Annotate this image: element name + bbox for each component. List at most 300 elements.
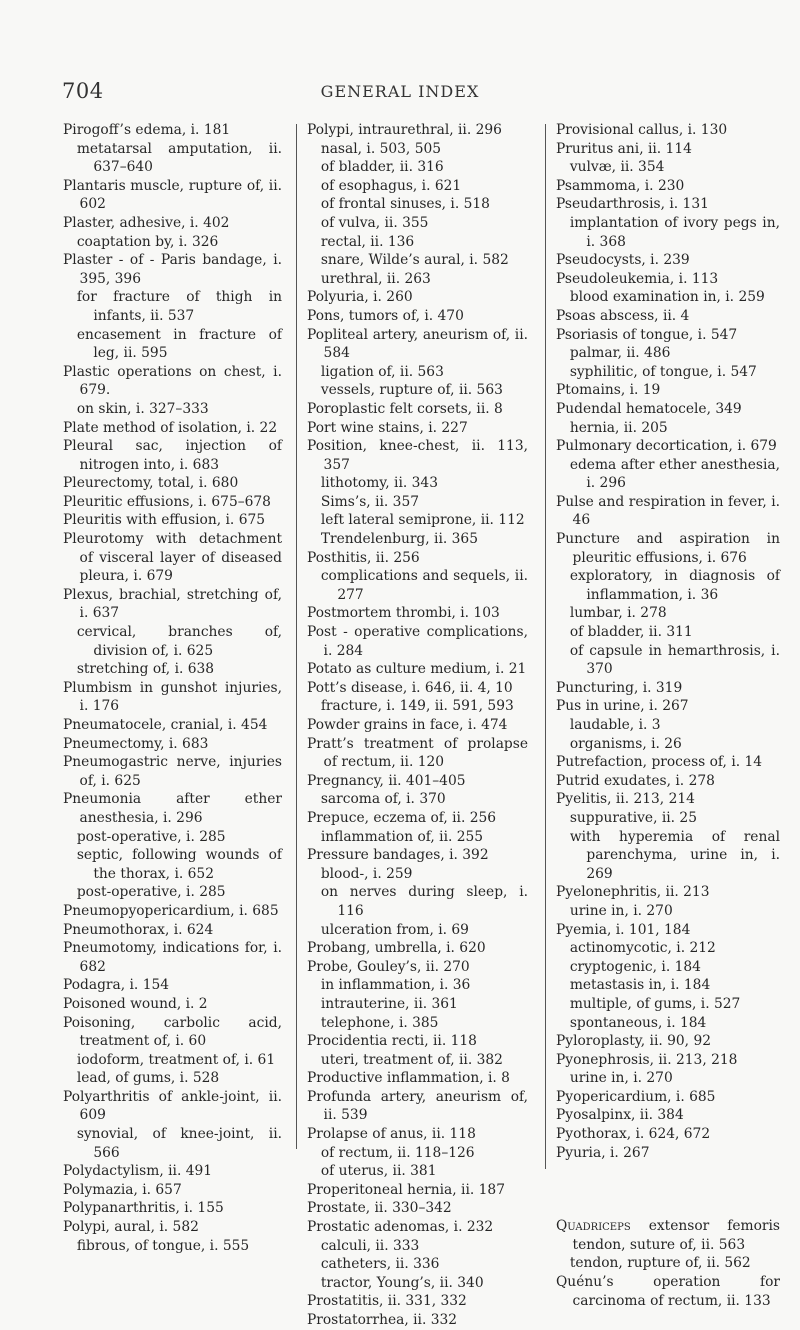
index-entry	[556, 883, 780, 902]
index-entry	[63, 437, 282, 474]
index-entry	[63, 976, 282, 995]
index-column-3	[556, 121, 780, 1310]
index-entry	[556, 307, 780, 326]
index-entry-text: Pressure bandages, i. 392	[307, 847, 489, 864]
index-entry-text: Polypanarthritis, i. 155	[63, 1200, 224, 1217]
index-entry	[63, 586, 282, 623]
index-subentry	[556, 363, 780, 382]
index-subentry	[63, 140, 282, 177]
index-entry-text: blood-, i. 259	[320, 865, 413, 882]
index-entry-lead: Quadriceps	[556, 1218, 631, 1235]
column-rule	[545, 124, 546, 1169]
index-entry-text: Prostatic adenomas, i. 232	[307, 1219, 494, 1236]
index-entry	[63, 939, 282, 976]
index-entry-text: hernia, ii. 205	[569, 419, 668, 436]
index-subentry	[556, 288, 780, 307]
index-subentry	[307, 381, 528, 400]
index-subentry	[307, 865, 528, 884]
index-entry-text: Pruritus ani, ii. 114	[556, 140, 692, 157]
index-column-2	[307, 121, 528, 1330]
index-entry	[307, 400, 528, 419]
index-entry	[307, 660, 528, 679]
index-entry-text: Poroplastic felt corsets, ii. 8	[307, 400, 503, 417]
index-entry	[556, 530, 780, 567]
index-entry	[63, 177, 282, 214]
index-entry	[63, 530, 282, 586]
index-subentry	[307, 995, 528, 1014]
index-entry-text: metastasis in, i. 184	[569, 977, 711, 994]
index-entry-text: Psammoma, i. 230	[556, 177, 685, 194]
index-entry	[307, 1088, 528, 1125]
index-subentry	[556, 958, 780, 977]
index-entry-text: Pott’s disease, i. 646, ii. 4, 10	[307, 679, 513, 696]
index-entry-text: Prostatitis, ii. 331, 332	[307, 1293, 467, 1310]
index-entry-text: Pneumopyopericardium, i. 685	[63, 902, 279, 919]
index-entry-text: of bladder, ii. 311	[569, 624, 693, 641]
index-entry-text: Puncturing, i. 319	[556, 679, 683, 696]
index-entry-text: Probang, umbrella, i. 620	[307, 940, 486, 957]
index-entry-text: Pons, tumors of, i. 470	[307, 307, 464, 324]
index-entry-text: Procidentia recti, ii. 118	[307, 1033, 477, 1050]
index-entry-text: iodoform, treatment of, i. 61	[76, 1051, 276, 1068]
index-entry-text: Pratt’s treatment of prolapse of rectum, ii. 120	[307, 735, 528, 771]
index-entry	[63, 493, 282, 512]
index-entry-text: spontaneous, i. 184	[569, 1014, 707, 1031]
index-entry	[556, 1273, 780, 1310]
index-subentry	[556, 158, 780, 177]
index-entry-text: Pneumotomy, indications for, i. 682	[63, 940, 282, 975]
index-entry-text: exploratory, in diagnosis of inflammation, i. 36	[569, 568, 780, 603]
index-entry-text: Pyloroplasty, ii. 90, 92	[556, 1033, 712, 1050]
index-entry	[63, 1088, 282, 1125]
index-entry-text: Prolapse of anus, ii. 118	[307, 1126, 476, 1143]
index-entry-text: Polypi, intraurethral, ii. 296	[307, 122, 502, 138]
index-entry-text: nasal, i. 503, 505	[320, 140, 442, 157]
index-entry	[556, 400, 780, 419]
index-subentry	[63, 1237, 282, 1256]
index-entry	[556, 140, 780, 159]
index-subentry	[307, 1162, 528, 1181]
index-entry	[63, 1199, 282, 1218]
index-entry-text: Pregnancy, ii. 401–405	[307, 772, 466, 789]
index-subentry	[63, 400, 282, 419]
index-subentry	[556, 828, 780, 884]
index-subentry	[307, 251, 528, 270]
index-entry-text: ligation of, ii. 563	[320, 363, 444, 380]
index-subentry	[63, 660, 282, 679]
index-entry	[307, 1292, 528, 1311]
index-entry	[556, 177, 780, 196]
index-entry	[556, 697, 780, 716]
index-entry	[63, 902, 282, 921]
index-entry-text: Putrid exudates, i. 278	[556, 772, 715, 789]
index-subentry	[307, 474, 528, 493]
index-entry	[307, 1032, 528, 1051]
index-subentry	[556, 456, 780, 493]
index-subentry	[307, 921, 528, 940]
index-entry-text: inflammation of, ii. 255	[320, 828, 484, 845]
index-entry-text: Poisoned wound, i. 2	[63, 995, 208, 1012]
index-entry-text: post-operative, i. 285	[76, 884, 226, 901]
index-entry-text: of uterus, ii. 381	[320, 1163, 437, 1180]
index-entry-text: Puncture and aspiration in pleuritic effusions, i. 676	[556, 531, 780, 566]
index-entry	[307, 1218, 528, 1237]
index-subentry	[556, 623, 780, 642]
index-entry	[556, 1217, 780, 1254]
index-entry-text: Prepuce, eczema of, ii. 256	[307, 809, 497, 826]
index-entry-text: Pneumectomy, i. 683	[63, 735, 209, 752]
index-entry	[63, 753, 282, 790]
index-entry-text: encasement in fracture of leg, ii. 595	[76, 326, 282, 362]
index-subentry	[63, 233, 282, 252]
index-entry	[307, 939, 528, 958]
index-entry-text: Pulse and respiration in fever, i. 46	[556, 493, 780, 529]
index-entry-text: Psoas abscess, ii. 4	[556, 307, 690, 324]
index-entry	[556, 251, 780, 270]
index-entry-text: Pleuritic effusions, i. 675–678	[63, 493, 271, 510]
index-entry	[307, 1199, 528, 1218]
index-entry-text: of frontal sinuses, i. 518	[320, 196, 490, 213]
index-subentry	[556, 214, 780, 251]
index-entry	[63, 1218, 282, 1237]
index-entry-text: calculi, ii. 333	[320, 1237, 420, 1254]
index-entry	[556, 381, 780, 400]
index-subentry	[556, 976, 780, 995]
index-subentry	[556, 344, 780, 363]
index-entry	[307, 809, 528, 828]
index-subentry	[556, 995, 780, 1014]
index-entry	[556, 753, 780, 772]
page-number: 704	[62, 79, 104, 103]
index-subentry	[63, 1069, 282, 1088]
index-entry	[307, 1069, 528, 1088]
index-entry-text: Polymazia, i. 657	[63, 1181, 182, 1198]
index-entry-text: on nerves during sleep, i. 116	[320, 884, 528, 919]
index-subentry	[556, 567, 780, 604]
index-entry-text: Profunda artery, aneurism of, ii. 539	[307, 1088, 528, 1124]
index-entry-text: Polyuria, i. 260	[307, 289, 413, 306]
index-entry-text: ulceration from, i. 69	[320, 921, 469, 938]
index-subentry	[307, 976, 528, 995]
index-entry	[307, 307, 528, 326]
index-entry	[307, 716, 528, 735]
index-entry-text: Posthitis, ii. 256	[307, 549, 420, 566]
index-entry-text: Port wine stains, i. 227	[307, 419, 468, 436]
index-entry-text: tractor, Young’s, ii. 340	[320, 1274, 484, 1291]
index-entry-text: Plumbism in gunshot injuries, i. 176	[63, 679, 282, 715]
index-entry	[307, 419, 528, 438]
index-subentry	[307, 177, 528, 196]
index-entry-text: implantation of ivory pegs in, i. 368	[569, 214, 780, 250]
index-entry-text: Pyosalpinx, ii. 384	[556, 1107, 684, 1124]
index-subentry	[63, 1051, 282, 1070]
index-entry	[307, 679, 528, 698]
index-subentry	[556, 716, 780, 735]
index-entry-text: multiple, of gums, i. 527	[569, 995, 741, 1012]
index-subentry	[556, 642, 780, 679]
index-subentry	[307, 270, 528, 289]
index-entry	[556, 1051, 780, 1070]
index-entry	[307, 549, 528, 568]
index-entry-text: Plaster, adhesive, i. 402	[63, 214, 230, 231]
index-entry	[307, 437, 528, 474]
index-entry-text: Pulmonary decortication, i. 679	[556, 438, 777, 455]
page-header	[0, 79, 800, 109]
index-entry-text: Prostatorrhea, ii. 332	[307, 1312, 458, 1328]
index-entry-text: Pyonephrosis, ii. 213, 218	[556, 1051, 738, 1068]
index-subentry	[556, 1254, 780, 1273]
index-entry-text: Pleurectomy, total, i. 680	[63, 475, 239, 492]
index-entry-text: Pneumonia after ether anesthesia, i. 296	[63, 791, 282, 826]
index-subentry	[307, 363, 528, 382]
index-entry-text: Prostate, ii. 330–342	[307, 1200, 452, 1217]
index-subentry	[63, 846, 282, 883]
index-entry-text: Pus in urine, i. 267	[556, 698, 689, 715]
index-entry	[556, 921, 780, 940]
index-entry-text: Pyopericardium, i. 685	[556, 1088, 716, 1105]
index-entry-text: Pyelonephritis, ii. 213	[556, 884, 710, 901]
index-entry	[63, 1181, 282, 1200]
index-entry	[307, 604, 528, 623]
index-entry-text: Polyarthritis of ankle-joint, ii. 609	[63, 1088, 282, 1124]
index-entry	[63, 679, 282, 716]
index-entry-text: vulvæ, ii. 354	[569, 159, 665, 176]
index-subentry	[556, 419, 780, 438]
index-entry-text: Poisoning, carbolic acid, treatment of, i. 60	[63, 1014, 282, 1050]
index-subentry	[63, 828, 282, 847]
index-entry-text: Potato as culture medium, i. 21	[307, 661, 527, 678]
index-subentry	[307, 530, 528, 549]
index-entry-text: Ptomains, i. 19	[556, 382, 661, 399]
index-entry	[307, 772, 528, 791]
index-entry-text: urethral, ii. 263	[320, 270, 431, 287]
index-subentry	[556, 809, 780, 828]
index-entry	[556, 1032, 780, 1051]
index-subentry	[63, 623, 282, 660]
index-entry-text: Pneumatocele, cranial, i. 454	[63, 717, 268, 733]
index-subentry	[63, 1125, 282, 1162]
index-column-1	[63, 121, 282, 1255]
index-entry-text: uteri, treatment of, ii. 382	[320, 1051, 503, 1068]
index-entry-text: fibrous, of tongue, i. 555	[76, 1237, 250, 1254]
index-entry-text: rectal, ii. 136	[320, 233, 415, 250]
index-entry-text: Polypi, aural, i. 582	[63, 1219, 199, 1236]
index-subentry	[307, 195, 528, 214]
index-entry-text: actinomycotic, i. 212	[569, 940, 716, 957]
index-entry-text: with hyperemia of renal parenchyma, urine in, i. 269	[569, 828, 780, 882]
index-subentry	[307, 233, 528, 252]
index-entry-text: of vulva, ii. 355	[320, 214, 429, 231]
index-entry	[556, 679, 780, 698]
index-entry-text: Plastic operations on chest, i. 679.	[63, 363, 282, 399]
index-entry-text: Popliteal artery, aneurism of, ii. 584	[307, 326, 528, 362]
index-entry	[307, 846, 528, 865]
index-entry-text: Pleural sac, injection of nitrogen into, i. 683	[63, 438, 282, 473]
index-entry-text: in inflammation, i. 36	[320, 977, 471, 994]
index-entry-text: laudable, i. 3	[569, 717, 661, 733]
column-rule	[296, 124, 297, 1149]
index-entry-text: lithotomy, ii. 343	[320, 475, 438, 492]
index-entry	[63, 251, 282, 288]
index-entry-text: of capsule in hemarthrosis, i. 370	[569, 642, 780, 678]
index-entry-text: complications and sequels, ii. 277	[320, 568, 528, 603]
index-entry-text: Trendelenburg, ii. 365	[320, 531, 478, 548]
index-entry-text: metatarsal amputation, ii. 637–640	[76, 140, 282, 176]
index-entry-text: Pneumothorax, i. 624	[63, 921, 214, 938]
index-entry	[307, 288, 528, 307]
index-entry-text: Pyemia, i. 101, 184	[556, 921, 691, 938]
index-entry	[556, 790, 780, 809]
index-entry-text: Plate method of isolation, i. 22	[63, 419, 278, 436]
index-entry-text: cryptogenic, i. 184	[569, 958, 701, 975]
index-subentry	[307, 828, 528, 847]
index-entry	[63, 790, 282, 827]
index-subentry	[63, 288, 282, 325]
index-subentry	[556, 902, 780, 921]
index-entry-text: coaptation by, i. 326	[76, 233, 219, 250]
index-entry-text: on skin, i. 327–333	[76, 400, 209, 417]
index-entry-text: fracture, i. 149, ii. 591, 593	[320, 698, 514, 715]
index-entry-text: Powder grains in face, i. 474	[307, 717, 508, 733]
index-entry-text: Post - operative complications, i. 284	[307, 624, 528, 659]
index-subentry	[307, 697, 528, 716]
index-subentry	[307, 1237, 528, 1256]
index-entry	[307, 326, 528, 363]
index-entry	[556, 772, 780, 791]
index-entry-text: syphilitic, of tongue, i. 547	[569, 363, 757, 380]
index-subentry	[307, 1014, 528, 1033]
index-subentry	[63, 883, 282, 902]
index-entry-text: intrauterine, ii. 361	[320, 995, 458, 1012]
index-entry-text: Podagra, i. 154	[63, 977, 170, 994]
index-entry	[307, 735, 528, 772]
index-subentry	[307, 883, 528, 920]
index-subentry	[556, 735, 780, 754]
index-entry-text: synovial, of knee-joint, ii. 566	[76, 1126, 282, 1161]
index-subentry	[307, 214, 528, 233]
index-entry	[63, 716, 282, 735]
index-entry-text: left lateral semiprone, ii. 112	[320, 512, 525, 529]
index-entry-text: lead, of gums, i. 528	[76, 1070, 220, 1087]
index-entry-text: Quénu’s operation for carcinoma of rectum, ii. 133	[556, 1274, 780, 1309]
index-entry-text: Pseudoleukemia, i. 113	[556, 270, 719, 287]
index-subentry	[307, 511, 528, 530]
index-entry	[63, 121, 282, 140]
index-subentry	[307, 158, 528, 177]
index-subentry	[307, 1255, 528, 1274]
index-entry	[63, 363, 282, 400]
index-entry	[63, 214, 282, 233]
index-entry-text: Pyothorax, i. 624, 672	[556, 1126, 711, 1143]
index-entry	[63, 474, 282, 493]
index-entry-text: Polydactylism, ii. 491	[63, 1163, 213, 1180]
index-entry-text: palmar, ii. 486	[569, 345, 671, 362]
index-entry	[556, 437, 780, 456]
index-subentry	[556, 939, 780, 958]
index-entry-text: Plaster - of - Paris bandage, i. 395, 396	[63, 252, 282, 287]
index-entry-text: extensor femoris tendon, suture of, ii. 563	[572, 1218, 780, 1253]
index-entry	[556, 121, 780, 140]
index-entry	[63, 1014, 282, 1051]
index-entry-text: Pudendal hematocele, 349	[556, 400, 742, 417]
index-entry-text: Pirogoff’s edema, i. 181	[63, 122, 231, 138]
index-entry-text: of bladder, ii. 316	[320, 159, 444, 176]
index-entry	[556, 1106, 780, 1125]
index-entry	[307, 121, 528, 140]
index-entry-text: snare, Wilde’s aural, i. 582	[320, 252, 509, 269]
index-entry	[307, 1181, 528, 1200]
index-subentry	[307, 493, 528, 512]
index-entry	[307, 958, 528, 977]
index-entry	[556, 195, 780, 214]
index-entry-text: edema after ether anesthesia, i. 296	[569, 456, 780, 492]
index-subentry	[556, 604, 780, 623]
index-entry	[556, 1144, 780, 1163]
index-subentry	[307, 140, 528, 159]
index-entry	[63, 419, 282, 438]
index-entry	[307, 1311, 528, 1330]
index-subentry	[307, 790, 528, 809]
index-entry-text: Probe, Gouley’s, ii. 270	[307, 958, 470, 975]
index-entry-text: Position, knee-chest, ii. 113, 357	[307, 438, 528, 473]
index-entry-text: urine in, i. 270	[569, 902, 673, 919]
index-entry-text: Postmortem thrombi, i. 103	[307, 605, 500, 622]
index-entry-text: Pleurotomy with detachment of visceral layer of diseased pleura, i. 679	[63, 531, 282, 585]
index-subentry	[307, 567, 528, 604]
index-entry	[307, 1125, 528, 1144]
index-entry-text: lumbar, i. 278	[569, 605, 667, 622]
index-entry-text: Pleuritis with effusion, i. 675	[63, 512, 266, 529]
index-subentry	[63, 326, 282, 363]
index-entry	[63, 735, 282, 754]
index-entry-text: sarcoma of, i. 370	[320, 791, 446, 808]
running-head: GENERAL INDEX	[320, 82, 480, 101]
index-entry-text: for fracture of thigh in infants, ii. 537	[76, 289, 282, 324]
index-entry-text: organisms, i. 26	[569, 735, 682, 752]
index-entry-text: Pyuria, i. 267	[556, 1144, 650, 1161]
index-entry-text: Plexus, brachial, stretching of, i. 637	[63, 586, 282, 622]
index-subentry	[307, 1051, 528, 1070]
index-entry-text: Plantaris muscle, rupture of, ii. 602	[63, 177, 282, 213]
index-entry-text: Provisional callus, i. 130	[556, 122, 728, 138]
index-entry	[556, 1088, 780, 1107]
index-entry	[556, 493, 780, 530]
index-subentry	[556, 1014, 780, 1033]
index-entry	[556, 1125, 780, 1144]
index-entry	[556, 326, 780, 345]
index-entry-text: Putrefaction, process of, i. 14	[556, 754, 763, 771]
index-entry-text: of rectum, ii. 118–126	[320, 1144, 475, 1161]
index-entry	[63, 921, 282, 940]
index-entry-text: blood examination in, i. 259	[569, 289, 765, 306]
index-entry-text: cervical, branches of, division of, i. 625	[76, 624, 282, 659]
index-entry-text: tendon, rupture of, ii. 562	[569, 1255, 751, 1272]
index-subentry	[307, 1274, 528, 1293]
index-entry-text: Pneumogastric nerve, injuries of, i. 625	[63, 754, 282, 789]
index-entry-text: vessels, rupture of, ii. 563	[320, 382, 503, 399]
index-entry-text: Properitoneal hernia, ii. 187	[307, 1181, 505, 1198]
index-entry	[63, 1162, 282, 1181]
index-entry	[63, 995, 282, 1014]
index-entry-text: Pseudocysts, i. 239	[556, 252, 690, 269]
index-entry-text: stretching of, i. 638	[76, 661, 215, 678]
index-entry	[556, 270, 780, 289]
index-entry-text: suppurative, ii. 25	[569, 809, 697, 826]
index-subentry	[556, 1069, 780, 1088]
index-entry-text: Pyelitis, ii. 213, 214	[556, 791, 695, 808]
index-subentry	[307, 1144, 528, 1163]
index-entry-text: post-operative, i. 285	[76, 828, 226, 845]
